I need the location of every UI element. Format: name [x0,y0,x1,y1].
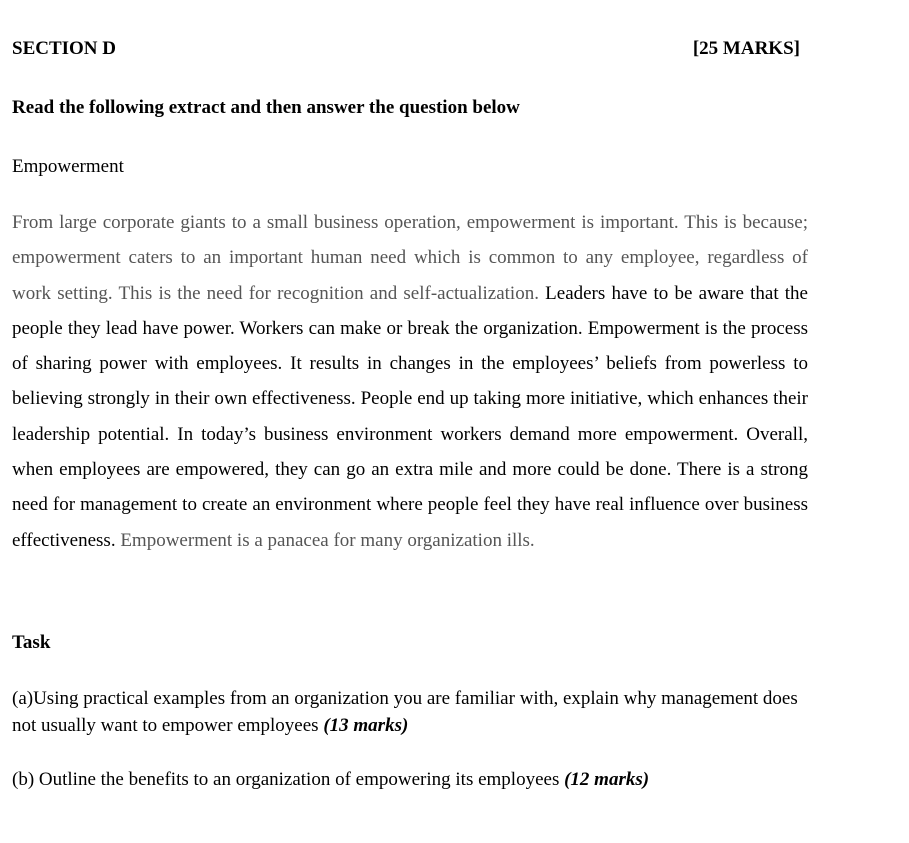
passage-part-3: Empowerment is a panacea for many organization ills. [115,529,535,551]
extract-passage [12,205,808,558]
section-title: SECTION D [12,38,116,59]
section-header [12,38,800,64]
task-heading: Task [12,632,51,653]
question-b [12,766,812,793]
passage-part-2: Leaders have to be aware that the people they lead have power. Workers can make or break the organization. Empowerment is the process of sharing power with employees. It results in changes in the employees’ beliefs from powerless to believing strongly in their own effectiveness. People end up taking more initiative, which enhances their leadership potential. In today’s business environment workers demand more empowerment. Overall, when employees are empowered, they can go an extra mile and more could be done. There is a strong need for management to create an environment where people feel they have real influence over business effectiveness. [12,282,808,551]
passage-part-1: From large corporate giants to a small business operation, empowerment is important. This is because; empowerment caters to an important human need which is common to any employee, regardless of work setting. This is the need for recognition and self-actualization. [12,212,808,304]
question-a-text: (a)Using practical examples from an organization you are familiar with, explain why management does not usually want to empower employees [12,688,798,736]
question-a [12,685,812,739]
section-marks: [25 MARKS] [692,38,800,59]
question-b-text: (b) Outline the benefits to an organization of empowering its employees [12,769,565,790]
question-b-marks: (12 marks) [564,769,650,790]
question-a-marks: (13 marks) [323,715,409,736]
instruction-text: Read the following extract and then answer the question below [12,97,520,118]
extract-title: Empowerment [12,156,124,177]
